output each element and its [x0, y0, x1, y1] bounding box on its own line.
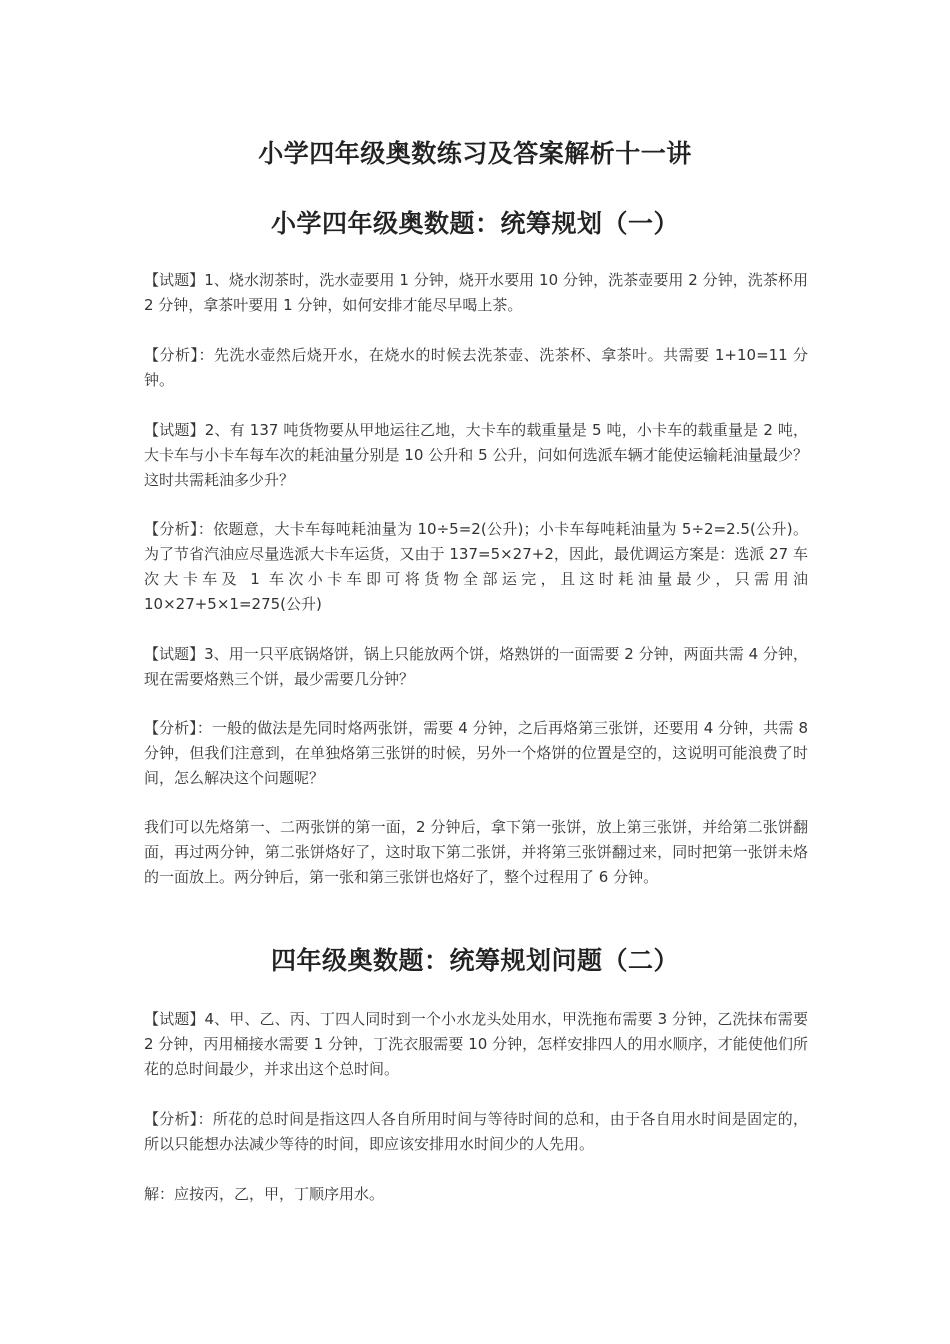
analysis-3: 【分析】：一般的做法是先同时烙两张饼，需要 4 分钟，之后再烙第三张饼，还要用 4 分钟，共需 8 分钟，但我们注意到，在单独烙第三张饼的时候，另外一个烙饼的位置是空的，这说明可能浪费了时间，怎么解决这个问题呢？ [144, 719, 808, 787]
question-1: 【试题】1、烧水沏茶时，洗水壶要用 1 分钟，烧开水要用 10 分钟，洗茶壶要用 2 分钟，洗茶杯用 2 分钟，拿茶叶要用 1 分钟，如何安排才能尽早喝上茶。 [144, 271, 808, 314]
analysis-2: 【分析】：依题意，大卡车每吨耗油量为 10÷5=2(公升)；小卡车每吨耗油量为 5÷2=2.5(公升)。为了节省汽油应尽量选派大卡车运货，又由于 137=5×27+2，因此，最优调运方案是：选派 27 车次大卡车及 1 车次小卡车即可将货物全部运完，且这时耗油量最少，只需用油 10×27+5×1=275(公升) [144, 520, 808, 613]
document-title: 小学四年级奥数练习及答案解析十一讲 [258, 139, 692, 168]
analysis-1: 【分析】：先洗水壶然后烧开水，在烧水的时候去洗茶壶、洗茶杯、拿茶叶。共需要 1+10=11 分钟。 [144, 346, 808, 389]
analysis-3-solution: 我们可以先烙第一、二两张饼的第一面，2 分钟后，拿下第一张饼，放上第三张饼，并给第二张饼翻面，再过两分钟，第二张饼烙好了，这时取下第二张饼，并将第三张饼翻过来，同时把第一张饼未烙的一面放上。两分钟后，第一张和第三张饼也烙好了，整个过程用了 6 分钟。 [144, 818, 808, 886]
question-4: 【试题】4、甲、乙、丙、丁四人同时到一个小水龙头处用水，甲洗拖布需要 3 分钟，乙洗抹布需要 2 分钟，丙用桶接水需要 1 分钟，丁洗衣服需要 10 分钟，怎样安排四人的用水顺序，才能使他们所花的总时间最少，并求出这个总时间。 [144, 1010, 808, 1078]
analysis-4: 【分析】：所花的总时间是指这四人各自所用时间与等待时间的总和，由于各自用水时间是固定的，所以只能想办法减少等待的时间，即应该安排用水时间少的人先用。 [144, 1110, 808, 1153]
question-2: 【试题】2、有 137 吨货物要从甲地运往乙地，大卡车的载重量是 5 吨，小卡车的载重量是 2 吨，大卡车与小卡车每车次的耗油量分别是 10 公升和 5 公升，问如何选派车辆才能使运输耗油量最少？这时共需耗油多少升？ [144, 421, 808, 489]
section-1-title: 小学四年级奥数题：统筹规划（一） [270, 209, 679, 238]
solution-4: 解：应按丙，乙，甲，丁顺序用水。 [144, 1185, 385, 1203]
question-3: 【试题】3、用一只平底锅烙饼，锅上只能放两个饼，烙熟饼的一面需要 2 分钟，两面共需 4 分钟，现在需要烙熟三个饼，最少需要几分钟？ [144, 645, 808, 688]
section-2-title: 四年级奥数题：统筹规划问题（二） [270, 946, 679, 975]
